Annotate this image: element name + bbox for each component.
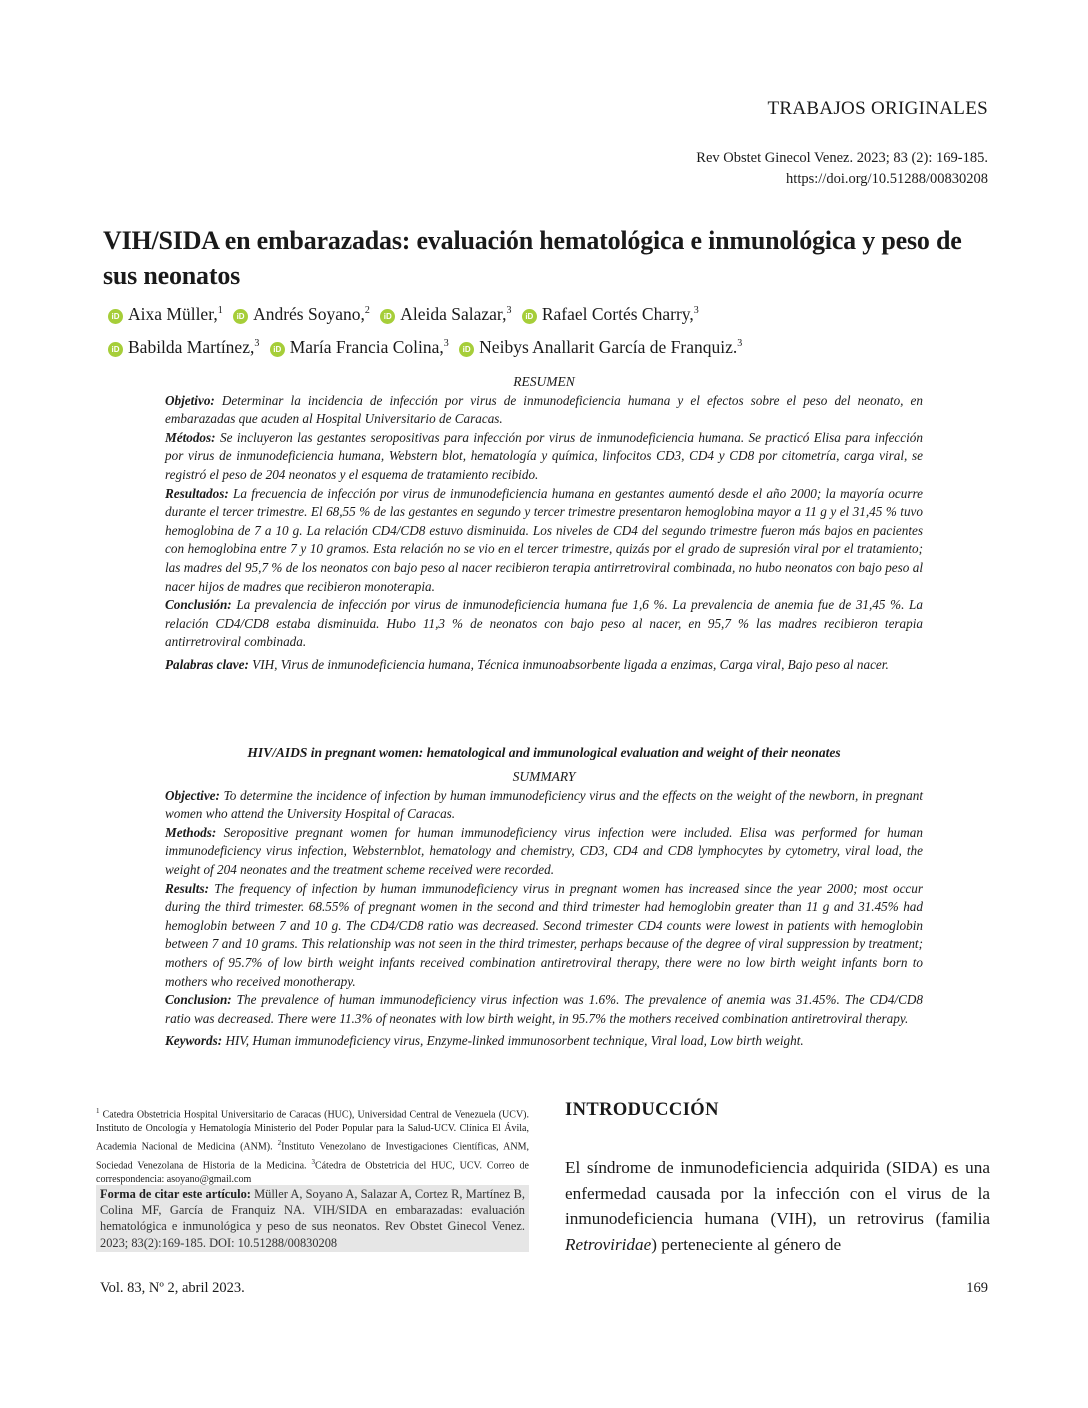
footnote-text: Instituto Venezolano de Investigaciones Científicas, ANM, Sociedad Venezolana de Historia de la Medicina. [96, 1141, 529, 1171]
conclusion-text: La prevalencia de infección por virus de inmunodeficiencia humana fue 1,6 %. La prevalencia de anemia fue de 31,45 %. La relación CD4/CD8 estaba disminuida. Hubo 11,3 % de neonatos con bajo peso al nacer, en 95,7 % las madres recibieron terapia antirretroviral combinada. [165, 597, 923, 650]
footnote-mark: 2 [277, 1139, 282, 1148]
results-label: Results: [165, 880, 209, 896]
objective-label: Objetivo: [165, 392, 215, 408]
objective-text: Determinar la incidencia de infección por virus de inmunodeficiencia humana y el efectos sobre el peso del neonato, en embarazadas que acuden al Hospital Universitario de Caracas. [165, 392, 923, 427]
abstract-keywords [165, 656, 923, 675]
intro-text-end: ) perteneciente al género de [651, 1234, 842, 1254]
summary-conclusion [165, 991, 923, 1028]
conclusion-label: Conclusión: [165, 597, 232, 613]
orcid-icon[interactable]: iD [108, 342, 123, 357]
keywords-text: VIH, Virus de inmunodeficiencia humana, Técnica inmunoabsorbente ligada a enzimas, Carga viral, Bajo peso al nacer. [248, 656, 889, 672]
how-to-cite-box [96, 1185, 529, 1252]
issue-info: Vol. 83, Nº 2, abril 2023. [100, 1280, 245, 1296]
abstract-objective [165, 392, 923, 429]
journal-citation [696, 148, 988, 190]
conclusion-text: The prevalence of human immunodeficiency virus infection was 1.6%. The prevalence of anemia was 31.45%. The CD4/CD8 ratio was decreased. There were 11.3% of neonates with low birth weight, in 95.7% the mothers received combination antiretroviral therapy. [165, 992, 923, 1026]
author-list [108, 296, 1008, 362]
methods-label: Métodos: [165, 429, 216, 445]
keywords-label: Keywords: [165, 1033, 223, 1049]
footnote-mark: 3 [311, 1157, 315, 1166]
affiliations-footnote [96, 1104, 529, 1187]
abstract-results [165, 485, 923, 597]
results-text: La frecuencia de infección por virus de inmunodeficiencia humana en gestantes aumentó desde el año 2000; la mayoría ocurre durante el tercer trimestre. El 68,55 % de las gestantes en segundo y tercer trimestre presentaron hemoglobina mayor a 11 g y el 31,45 % tuvo hemoglobina de 7 a 10 g. La relación CD4/CD8 estuvo disminuida. Los niveles de CD4 del segundo trimestre fueron más bajos en pacientes con hemoglobina entre 7 y 10 gramos. Esta relación no se vio en el tercer trimestre, quizás por el grado de supresión viral por el tratamiento; las madres del 95,7 % de los neonatos con bajo peso al nacer recibieron terapia antirretroviral combinada, no hubo neonatos con bajo peso al nacer hijos de madres que recibieron monoterapia. [165, 485, 923, 594]
page-number: 169 [966, 1280, 988, 1296]
affiliation-mark: 3 [693, 305, 699, 316]
affiliation-mark: 3 [254, 337, 260, 349]
introduction-paragraph [565, 1155, 990, 1257]
abstract-conclusion [165, 596, 923, 652]
summary-methods [165, 824, 923, 880]
conclusion-label: Conclusion: [165, 992, 232, 1008]
resumen-heading: RESUMEN [513, 374, 575, 389]
objective-text: To determine the incidence of infection by human immunodeficiency virus and the effects on the weight of the newborn, in pregnant women who attend the University Hospital of Caracas. [165, 787, 923, 822]
author-name: Babilda Martínez, [128, 336, 255, 357]
footnote-text: Catedra Obstetricia Hospital Universitario de Caracas (HUC), Universidad Central de Venezuela (UCV). Instituto de Oncología y Hematología Ministerio del Poder Popular para la Salud-UCV. Clínica El Ávila, Academia Nacional de Medicina (ANM). [96, 1109, 529, 1153]
orcid-icon[interactable]: iD [233, 309, 248, 324]
author-name: María Francia Colina, [289, 336, 444, 357]
english-title: HIV/AIDS in pregnant women: hematological and immunological evaluation and weight of their neonates [247, 745, 841, 760]
author-name: Aixa Müller, [128, 303, 218, 324]
summary-objective [165, 787, 923, 824]
footnote-text: Cátedra de Obstetricia del HUC, UCV. Correo de correspondencia: asoyano@gmail.com [96, 1159, 530, 1185]
cite-text: Müller A, Soyano A, Salazar A, Cortez R, Martínez B, Colina MF, García de Franquiz NA. VIH/SIDA en embarazadas: evaluación hematológica e inmunológica y peso de sus neonatos. Rev Obstet Ginecol Venez. 2023; 83(2):169-185. DOI: 10.51288/00830208 [100, 1187, 525, 1250]
author-item [233, 296, 370, 329]
objective-label: Objective: [165, 787, 220, 803]
author-name: Neibys Anallarit García de Franquiz. [479, 336, 738, 357]
citation-line: Rev Obstet Ginecol Venez. 2023; 83 (2): 169-185. [696, 150, 988, 166]
introduction-heading: INTRODUCCIÓN [565, 1100, 719, 1120]
abstract-english [165, 768, 923, 1051]
intro-text: El síndrome de inmunodeficiencia adquirida (SIDA) es una enfermedad causada por la infección con el virus de la inmunodeficiencia humana (VIH), un retrovirus (familia [565, 1158, 990, 1228]
results-text: The frequency of infection by human immunodeficiency virus in pregnant women has increased since the year 2000; most occur during the third trimester. 68.55% of pregnant women in the second and third trimester had hemoglobin greater than 11 g and 31.45% had hemoglobin between 7 and 10 g. The CD4/CD8 ratio was decreased. Second trimester CD4 counts were lowest in patients with hemoglobin between 7 and 10 grams. This relationship was not seen in the third trimester, perhaps because of the degree of viral suppression by treatment; mothers of 95.7% of low birth weight infants received combination antiretroviral therapy, there were no low birth weight infants born to mothers who received monotherapy. [165, 880, 923, 989]
affiliation-mark: 3 [506, 305, 512, 316]
author-item [459, 329, 742, 362]
author-item [108, 296, 223, 329]
abstract-methods [165, 429, 923, 485]
author-item [270, 329, 449, 362]
orcid-icon[interactable]: iD [459, 342, 474, 357]
author-name: Aleida Salazar, [400, 303, 507, 324]
summary-heading: SUMMARY [512, 769, 576, 784]
section-label: TRABAJOS ORIGINALES [767, 98, 988, 119]
affiliation-mark: 1 [217, 305, 223, 316]
summary-results [165, 880, 923, 992]
affiliation-mark: 3 [443, 337, 449, 349]
abstract-spanish [165, 373, 923, 675]
doi-link[interactable]: https://doi.org/10.51288/00830208 [786, 171, 988, 187]
keywords-text: HIV, Human immunodeficiency virus, Enzyme-linked immunosorbent technique, Viral load, Low birth weight. [222, 1033, 804, 1049]
orcid-icon[interactable]: iD [380, 309, 395, 324]
author-name: Rafael Cortés Charry, [541, 303, 694, 324]
author-name: Andrés Soyano, [253, 303, 365, 324]
intro-italic-term: Retroviridae [565, 1234, 652, 1254]
results-label: Resultados: [165, 485, 229, 501]
orcid-icon[interactable]: iD [270, 342, 285, 357]
methods-text: Se incluyeron las gestantes seropositivas para infección por virus de inmunodeficiencia humana. Se practicó Elisa para infección por virus de inmunodeficiencia humana, Webstern blot, hematología y química, linfocitos CD3, CD4 y CD8 por citometría, carga viral, se registró el peso de 204 neonatos y el esquema de tratamiento recibido. [165, 429, 923, 482]
cite-label: Forma de citar este artículo: [100, 1187, 251, 1201]
methods-label: Methods: [165, 824, 217, 840]
methods-text: Seropositive pregnant women for human immunodeficiency virus infection were included. Elisa was performed for human immunodeficiency virus infection, Websternblot, hematology and chemistry, CD3, CD4 and CD8 lymphocytes by cytometry, viral load, the weight of 204 neonates and the treatment scheme received were recorded. [165, 824, 923, 877]
affiliation-mark: 3 [737, 337, 743, 349]
author-item [108, 329, 259, 362]
affiliation-mark: 2 [364, 305, 370, 316]
keywords-label: Palabras clave: [165, 656, 249, 672]
summary-keywords [165, 1032, 923, 1051]
orcid-icon[interactable]: iD [522, 309, 537, 324]
author-item [380, 296, 511, 329]
footnote-mark: 1 [96, 1107, 100, 1115]
orcid-icon[interactable]: iD [108, 309, 123, 324]
author-item [522, 296, 699, 329]
article-title: VIH/SIDA en embarazadas: evaluación hematológica e inmunológica y peso de sus neonatos [103, 226, 962, 290]
